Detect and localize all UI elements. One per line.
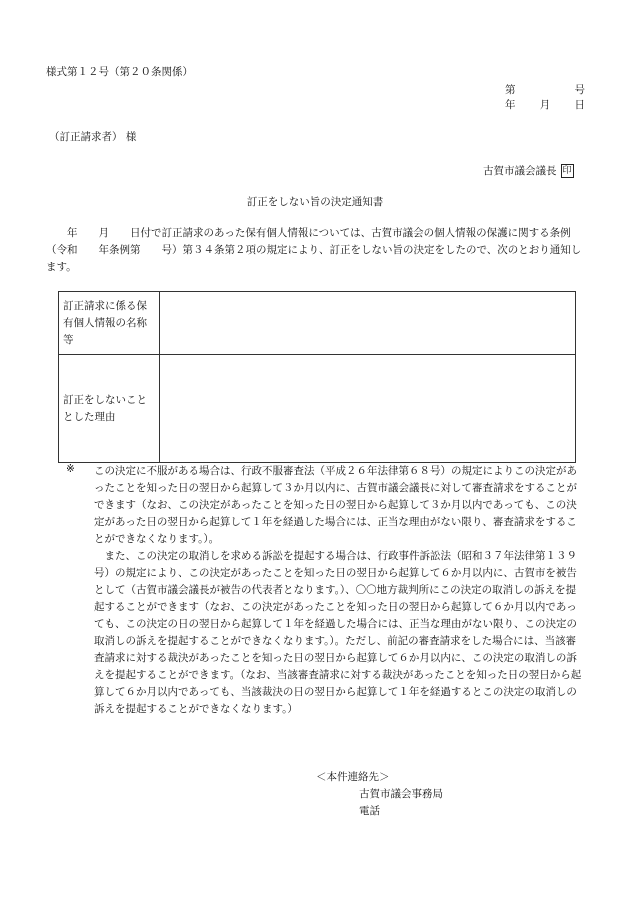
note-text: [94, 463, 586, 718]
note-paragraph-lawsuit: また、この決定の取消しを求める訴訟を提起する場合は、行政事件訴訟法（昭和３７年法律第１３９号）の規定により、この決定があったことを知った日の翌日から起算して６か月以内に、古賀市を被告として（古賀市議会議長が被告の代表者となります。）、〇〇地方裁判所にこの決定の取消しの訴えを提起することができます（なお、この決定があったことを知った日の翌日から起算して６か月以内であっても、この決定の日の翌日から起算して１年を経過した場合には、正当な理由がない限り、この決定の取消しの訴えを提起することができなくなります。）。ただし、前記の審査請求をした場合には、当該審査請求に対する裁決があったことを知った日の翌日から起算して６か月以内に、この決定の取消しの訴えを提起することができます。（なお、当該審査請求に対する裁決があったことを知った日の翌日から起算して６か月以内であっても、当該裁決の日の翌日から起算して１年を経過するとこの決定の取消しの訴えを提起することができなくなります。）: [94, 550, 582, 715]
body-paragraph: 年 月 日付で訂正請求のあった保有個人情報については、古賀市議会の個人情報の保護に関する条例（令和 年条例第 号）第３４条第２項の規定により、訂正をしない旨の決定をしたので、次のとおり通知します。: [46, 227, 582, 273]
contact-phone-label: 電話: [359, 805, 380, 817]
table-label-info-name: 訂正請求に係る保有個人情報の名称等: [59, 292, 160, 355]
issue-date-line: [505, 99, 585, 112]
contact-office: 古賀市議会事務局: [359, 788, 443, 800]
contact-heading: ＜本件連絡先＞: [316, 771, 390, 783]
table-value-info-name: [160, 292, 576, 355]
date-day-label: 日: [574, 99, 585, 111]
issuer: [483, 164, 574, 178]
note-mark: ※: [66, 463, 75, 475]
table-label-reason: 訂正をしないこととした理由: [59, 355, 160, 463]
date-year-label: 年: [505, 99, 516, 111]
table-row: [59, 355, 576, 463]
form-number: 様式第１２号（第２０条関係）: [46, 66, 193, 78]
note-paragraph-appeal: この決定に不服がある場合は、行政不服審査法（平成２６年法律第６８号）の規定によりこの決定があったことを知った日の翌日から起算して３か月以内に、古賀市議会議長に対して審査請求をすることができます（なお、この決定があったことを知った日の翌日から起算して３か月以内であっても、この決定があった日の翌日から起算して１年を経過した場合には、正当な理由がない限り、審査請求をすることができなくなります。）。: [94, 465, 577, 545]
table-value-reason: [160, 355, 576, 463]
document-number-line: [505, 84, 585, 97]
seal-mark: 印: [562, 166, 572, 176]
addressee: （訂正請求者） 様: [49, 131, 137, 143]
issuer-name: 古賀市議会議長: [483, 164, 557, 177]
doc-number-prefix: 第: [505, 84, 516, 96]
document-title: 訂正をしない旨の決定通知書: [246, 196, 384, 208]
table-row: [59, 292, 576, 355]
date-month-label: 月: [539, 99, 551, 111]
decision-table: [58, 291, 576, 463]
doc-number-suffix: 号: [574, 84, 585, 96]
